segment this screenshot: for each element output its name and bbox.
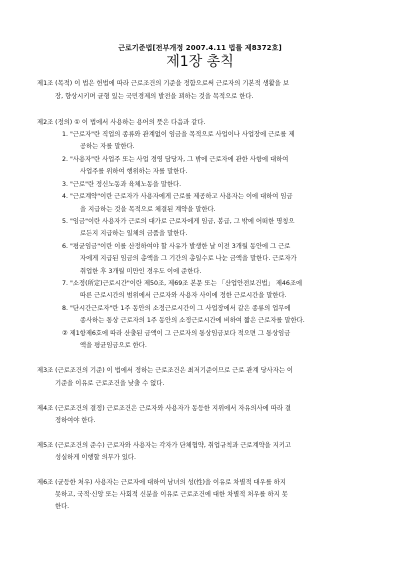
article-1-line-2: 장, 향상시키며 균형 있는 국민경제의 발전을 꾀하는 것을 목적으로 한다. bbox=[55, 93, 254, 100]
article-2-item-6-line-3: 취업한 후 3개월 미만인 경우도 이에 준한다. bbox=[80, 268, 202, 275]
article-2-item-2-line-2: 사업주를 위하여 행위하는 자를 말한다. bbox=[80, 168, 188, 175]
article-2-item-5-line-1: 5. "임금"이란 사용자가 근로의 대가로 근로자에게 임금, 봉급, 그 밖에 어떠한 명칭으 bbox=[62, 218, 295, 225]
article-5-line-2: 성실하게 이행할 의무가 있다. bbox=[55, 454, 136, 461]
article-4-line-1: 제4조 (근로조건의 결정) 근로조건은 근로자와 사용자가 동등한 지위에서 자유의사에 따라 결 bbox=[37, 405, 291, 412]
article-3-line-1: 제3조 (근로조건의 기준) 이 법에서 정하는 근로조건은 최저기준이므로 근로 관계 당사자는 이 bbox=[37, 367, 293, 374]
article-2-item-8-line-1: 8. "단시간근로자"란 1주 동안의 소정근로시간이 그 사업장에서 같은 종류의 업무에 bbox=[62, 305, 291, 312]
article-2-para-2-line-1: ② 제1항제6호에 따라 산출된 금액이 그 근로자의 통상임금보다 적으면 그 통상임금 bbox=[62, 330, 291, 337]
article-2-item-4-line-2: 을 지급하는 것을 목적으로 체결된 계약을 말한다. bbox=[80, 206, 216, 213]
article-2-item-4-line-1: 4. "근로계약"이란 근로자가 사용자에게 근로를 제공하고 사용자는 이에 대하여 임금 bbox=[62, 193, 293, 200]
article-3-line-2: 기준을 이유로 근로조건을 낮출 수 없다. bbox=[55, 380, 165, 387]
article-2-item-6-line-1: 6. "평균임금"이란 이를 산정하여야 할 사유가 발생한 날 이전 3개월 동안에 그 근로 bbox=[62, 243, 291, 250]
article-2-item-6-line-2: 자에게 지급된 임금의 총액을 그 기간의 총일수로 나눈 금액을 말한다. 근로자가 bbox=[80, 255, 297, 262]
article-4-line-2: 정하여야 한다. bbox=[55, 417, 96, 424]
article-2-item-3-line-1: 3. "근로"란 정신노동과 육체노동을 말한다. bbox=[62, 181, 182, 188]
document-header: 근로기준법[전부개정 2007.4.11 법률 제8372호] bbox=[118, 44, 282, 52]
article-2-item-7-line-1: 7. "소정(所定)근로시간"이란 제50조, 제69조 본문 또는 「산업안전보건법」 제46조에 bbox=[62, 280, 303, 287]
article-2-item-2-line-1: 2. "사용자"란 사업주 또는 사업 경영 담당자, 그 밖에 근로자에 관한 사항에 대하여 bbox=[62, 156, 289, 163]
article-2-item-8-line-2: 종사하는 통상 근로자의 1주 동안의 소정근로시간에 비하여 짧은 근로자를 말한다. bbox=[80, 317, 305, 324]
article-2-item-1-line-2: 공하는 자를 말한다. bbox=[80, 143, 135, 150]
article-1-line-1: 제1조 (목적) 이 법은 헌법에 따라 근로조건의 기준을 정함으로써 근로자의 기본적 생활을 보 bbox=[37, 80, 289, 87]
article-2-item-7-line-2: 따른 근로시간의 범위에서 근로자와 사용자 사이에 정한 근로시간을 말한다. bbox=[80, 292, 287, 299]
chapter-title: 제1장 총칙 bbox=[166, 54, 234, 70]
article-2-para-2-line-2: 액을 평균임금으로 한다. bbox=[80, 342, 147, 349]
article-6-line-2: 못하고, 국적·신앙 또는 사회적 신분을 이유로 근로조건에 대한 차별적 처우를 하지 못 bbox=[55, 491, 288, 498]
article-2-intro: 제2조 (정의) ① 이 법에서 사용하는 용어의 뜻은 다음과 같다. bbox=[37, 119, 206, 126]
article-6-line-1: 제6조 (균등한 처우) 사용자는 근로자에 대하여 남녀의 성(性)을 이유로 차별적 대우를 하지 bbox=[37, 479, 286, 486]
article-2-item-1-line-1: 1. "근로자"란 직업의 종류와 관계없이 임금을 목적으로 사업이나 사업장에 근로를 제 bbox=[62, 131, 295, 138]
article-2-item-5-line-2: 로든지 지급하는 일체의 금품을 말한다. bbox=[80, 230, 188, 237]
article-5-line-1: 제5조 (근로조건의 준수) 근로자와 사용자는 각자가 단체협약, 취업규칙과 근로계약을 지키고 bbox=[37, 442, 291, 449]
article-6-line-3: 한다. bbox=[55, 503, 70, 510]
